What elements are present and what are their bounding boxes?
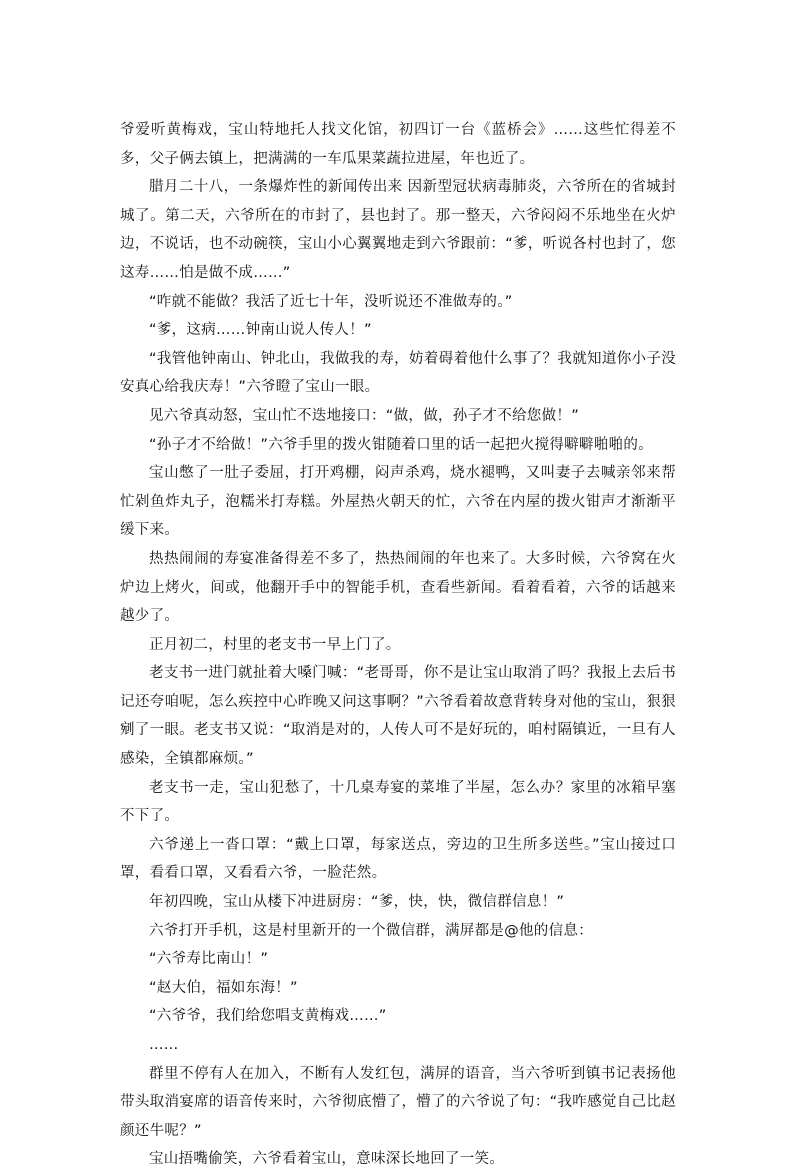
paragraph: “赵大伯，福如东海！” (149, 979, 298, 996)
paragraph: 年初四晚，宝山从楼下冲进厨房：“爹，快，快，微信群信息！” (149, 894, 565, 911)
paragraph: 热热闹闹的寿宴准备得差不多了，热热闹闹的年也来了。大多时候，六爷窝在火炉边上烤火，间或，他翻开手中的智能手机，查看些新闻。看着看着，六爷的话越来越少了。 (120, 550, 676, 625)
paragraph: 六爷打开手机，这是村里新开的一个微信群，满屏都是@他的信息： (149, 922, 593, 939)
paragraph: “六爷爷，我们给您唱支黄梅戏……” (149, 1008, 387, 1025)
paragraph: …… (149, 1037, 179, 1053)
paragraph: 腊月二十八，一条爆炸性的新闻传出来 因新型冠状病毒肺炎，六爷所在的省城封城了。第二天，六爷所在的市封了，县也封了。那一整天，六爷闷闷不乐地坐在火炉边，不说话，也不动碗筷，宝山小心翼翼地走到六爷跟前：“爹，听说各村也封了，您这寿……怕是做不成……” (120, 179, 676, 281)
paragraph: 老支书一进门就扯着大嗓门喊：“老哥哥，你不是让宝山取消了吗？我报上去后书记还夸咱呢，怎么疾控中心昨晚又问这事啊？”六爷看着故意背转身对他的宝山，狠狠剜了一眼。老支书又说：“取消是对的，人传人可不是好玩的，咱村隔镇近，一旦有人感染，全镇都麻烦。” (120, 665, 676, 768)
paragraph: 宝山捂嘴偷笑，六爷看着宝山，意味深长地回了一笑。 (149, 1151, 505, 1168)
paragraph: 群里不停有人在加入，不断有人发红包，满屏的语音，当六爷听到镇书记表扬他带头取消宴席的语音传来时，六爷彻底懵了，懵了的六爷说了句：“我咋感觉自己比赵颜还牛呢？” (120, 1065, 676, 1139)
document-body (120, 116, 676, 1174)
paragraph: 宝山憋了一肚子委屈，打开鸡棚，闷声杀鸡，烧水褪鸭，又叫妻子去喊亲邻来帮忙剁鱼炸丸子，泡糯米打寿糕。外屋热火朝天的忙，六爷在内屋的拨火钳声才渐渐平缓下来。 (120, 465, 676, 539)
paragraph: 正月初二，村里的老支书一早上门了。 (149, 636, 401, 653)
paragraph: “六爷寿比南山！” (149, 951, 269, 968)
paragraph: 六爷递上一沓口罩：“戴上口罩，每家送点，旁边的卫生所多送些。”宝山接过口罩，看看口罩，又看看六爷，一脸茫然。 (120, 836, 676, 882)
paragraph: “我管他钟南山、钟北山，我做我的寿，妨着碍着他什么事了？我就知道你小子没安真心给我庆寿！”六爷瞪了宝山一眼。 (120, 350, 676, 396)
paragraph: 见六爷真动怒，宝山忙不迭地接口：“做，做，孙子才不给您做！” (149, 407, 580, 424)
paragraph: “咋就不能做？我活了近七十年，没听说还不准做寿的。” (149, 293, 513, 310)
paragraph: 老支书一走，宝山犯愁了，十几桌寿宴的菜堆了半屋，怎么办？家里的冰箱早塞不下了。 (120, 779, 676, 825)
paragraph: 爷爱听黄梅戏，宝山特地托人找文化馆，初四订一台《蓝桥会》……这些忙得差不多，父子俩去镇上，把满满的一车瓜果菜蔬拉进屋，年也近了。 (120, 122, 676, 167)
paragraph: “孙子才不给做！”六爷手里的拨火钳随着口里的话一起把火搅得噼噼啪啪的。 (149, 436, 654, 453)
paragraph: “爹，这病……钟南山说人传人！” (149, 322, 372, 339)
